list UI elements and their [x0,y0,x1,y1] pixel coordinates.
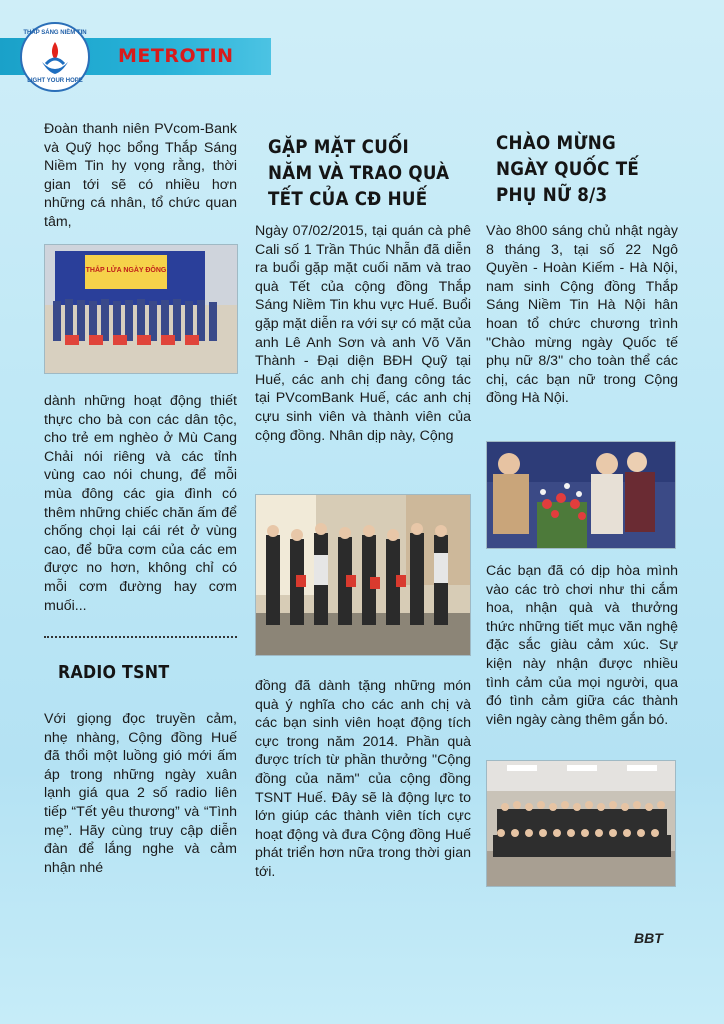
col2-para2-block [255,677,471,882]
header-title: METROTIN [118,45,234,67]
logo-text-bottom: LIGHT YOUR HOPE [27,78,83,84]
col1-para2-block [44,392,237,615]
col3-para2: Các bạn đã có dịp hòa mình vào các trò chơi như thi cắm hoa, nhận quà và thưởng thức những tiết mục văn nghệ đặc sắc giàu cảm xúc. Sự kiện này nhận được nhiều tình cảm của mọi người, qua đó tình cảm giữa các thành viên ngày càng thêm gắn bó. [486,563,678,728]
col3-para1: Vào 8h00 sáng chủ nhật ngày 8 tháng 3, tại số 22 Ngô Quyền - Hoàn Kiếm - Hà Nội, nam sinh Cộng đồng Thắp Sáng Niềm Tin Hà Nội hân hoan tổ chức chương trình "Chào mừng ngày Quốc tế phụ nữ 8/3" cho toàn thể các chị, các bạn nữ trong Cộng đồng Hà Nội. [486,223,678,407]
divider [44,636,237,638]
banner-text: THẮP LỬA NGÀY ĐÔNG [85,267,167,274]
photo-hue-meeting [255,494,471,656]
col2-para1: Ngày 07/02/2015, tại quán cà phê Cali số 1 Trần Thúc Nhẫn đã diễn ra buổi gặp mặt cuối năm và trao quà Tết của cộng đồng Thắp Sáng Niềm Tin khu vực Huế. Buổi gặp mặt diễn ra với sự có mặt của anh Lê Anh Sơn và anh Võ Văn Thành - Đại diện BĐH Quỹ tại Huế, các anh chị đang công tác tại PVcomBank Huế, các anh chị cựu sinh viên và thành viên của cộng đồng. Nhân dịp này, Cộng [255,223,471,444]
radio-text: Với giọng đọc truyền cảm, nhẹ nhàng, Cộng đồng Huế đã thổi một luồng gió mới ấm áp trong những ngày xuân lạnh giá qua 2 số radio liên tiếp “Tết yêu thương” và “Tình mẹ”. Hãy cùng truy cập diễn đàn để lắng nghe và cảm nhận nhé [44,711,237,876]
col1-para1: Đoàn thanh niên PVcom-Bank và Quỹ học bổng Thắp Sáng Niềm Tin hy vọng rằng, thời gian tới sẽ có nhiều hơn những cá nhân, tổ chức quan tâm, [44,121,237,230]
col1-para2: dành những hoạt động thiết thực cho bà con các dân tộc, cho trẻ em nghèo ở Mù Cang Chải nói riêng và các tỉnh vùng cao nói chung, để mỗi mùa đông các gia đình có thêm những chiếc chăn ấm để chống chọi lại cái rét ở vùng cao, để bữa cơm của các em được no hơn, không chỉ có mỗi cơm đường hay cơm muối... [44,393,237,614]
radio-heading: RADIO TSNT [58,662,170,683]
photo-flower-arranging-image [487,442,675,548]
photo-group-image [487,761,675,886]
radio-text-block [44,710,237,877]
photo-winter-charity-image [45,245,237,373]
col2-para1-block [255,222,471,445]
signature: BBT [634,930,663,946]
photo-flower-arranging [486,441,676,549]
col3-para2-block [486,562,678,729]
logo-text-top: THẮP SÁNG NIỀM TIN [23,30,87,36]
photo-winter-charity [44,244,238,374]
women-day-heading: CHÀO MỪNG NGÀY QUỐC TẾ PHỤ NỮ 8/3 [496,132,640,206]
photo-hue-meeting-image [256,495,470,655]
col1-para1-block [44,120,237,232]
logo [20,22,90,92]
col2-para2: đồng đã dành tặng những món quà ý nghĩa cho các anh chị và các bạn sinh viên hoạt động tích cực trong năm 2014. Phần quà được trích từ phần thưởng "Cộng đồng của năm" của cộng đồng TSNT Huế. Đây sẽ là động lực to lớn giúp các thành viên tích cực hoạt động và đưa Cộng đồng Huế phát triển hơn nữa trong thời gian tới. [255,678,471,880]
col3-para1-block [486,222,678,408]
photo-group [486,760,676,887]
hue-heading: GẶP MẶT CUỐI NĂM VÀ TRAO QUÀ TẾT CỦA CĐ HUẾ [268,136,450,210]
